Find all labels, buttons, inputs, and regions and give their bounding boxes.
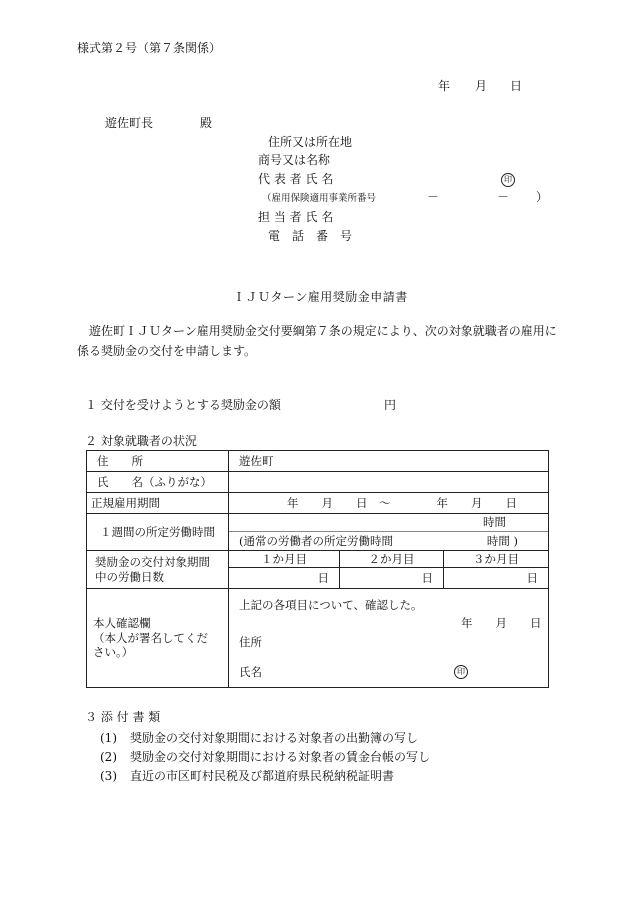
name-value[interactable] xyxy=(229,472,549,493)
work-days-label-line1: 奨励金の交付対象期間 xyxy=(95,555,210,570)
confirmation-label-line3: さい。） xyxy=(93,645,134,660)
table-row-period xyxy=(87,493,549,514)
applicant-person-label: 担 当 者 氏 名 xyxy=(258,210,334,224)
section1-unit: 円 xyxy=(384,398,397,412)
normal-worker-hours-label: (通常の労働者の所定労働時間 xyxy=(239,534,393,548)
attachment-number: (1) xyxy=(100,731,117,745)
section3-label: ３ 添 付 書 類 xyxy=(85,710,161,724)
employee-table xyxy=(86,450,549,688)
date-month: 月 xyxy=(475,79,488,93)
month-3-header: ３か月目 xyxy=(444,551,549,568)
month-2-days[interactable]: 日 xyxy=(340,568,444,589)
confirmation-address-label: 住所 xyxy=(239,635,262,649)
address-value: 遊佐町 xyxy=(229,451,549,472)
section1-label: １ 交付を受けようとする奨励金の額 xyxy=(85,398,281,412)
applicant-address-label: 住所又は所在地 xyxy=(268,135,353,149)
applicant-seal-icon: 印 xyxy=(501,173,515,187)
period-value: 年 月 日 ～ 年 月 日 xyxy=(229,493,549,514)
insurance-close: ） xyxy=(536,190,549,204)
applicant-phone-label: 電 話 番 号 xyxy=(268,229,353,243)
month-1-days[interactable]: 日 xyxy=(229,568,340,589)
confirmation-name-label: 氏名 xyxy=(239,665,262,679)
confirmation-text: 上記の各項目について、確認した。 xyxy=(239,598,423,612)
confirmation-seal-icon: 印 xyxy=(454,665,468,679)
normal-worker-hours xyxy=(229,531,548,550)
name-label: 氏 名（ふりがな） xyxy=(87,472,229,493)
table-row-weekly-hours xyxy=(87,514,549,551)
insurance-dash-2: － xyxy=(497,190,510,204)
insurance-number-label: （雇用保険適用事業所番号 xyxy=(262,193,377,204)
attachment-number: (3) xyxy=(100,769,117,783)
attachment-text: 奨励金の交付対象期間における対象者の賃金台帳の写し xyxy=(130,750,431,764)
intro-line-1: 遊佐町ＩＪＵターン雇用奨励金交付要綱第７条の規定により、次の対象就職者の雇用に xyxy=(89,324,557,338)
table-row-months-header xyxy=(87,551,549,568)
weekly-hours-label: １週間の所定労働時間 xyxy=(87,514,229,551)
addressee-honorific: 殿 xyxy=(200,116,213,130)
applicant-rep-label: 代 表 者 氏 名 xyxy=(258,172,334,186)
confirmation-date: 年 月 日 xyxy=(461,616,542,630)
work-days-label xyxy=(87,551,229,589)
work-days-label-line2: 中の労働日数 xyxy=(95,569,164,584)
confirmation-cell[interactable] xyxy=(229,589,549,688)
attachment-text: 奨励金の交付対象期間における対象者の出勤簿の写し xyxy=(130,731,419,745)
weekly-hours-unit: 時間 xyxy=(483,515,506,529)
month-3-days[interactable]: 日 xyxy=(444,568,549,589)
confirmation-label-line1: 本人確認欄 xyxy=(93,616,151,631)
weekly-hours-cell[interactable] xyxy=(229,514,549,551)
attachment-number: (2) xyxy=(100,750,117,764)
period-label: 正規雇用期間 xyxy=(87,493,229,514)
address-label: 住 所 xyxy=(87,451,229,472)
confirmation-label-line2: （本人が署名してくだ xyxy=(93,630,208,645)
date-day: 日 xyxy=(510,79,523,93)
attachment-item xyxy=(100,767,394,784)
table-row-confirmation xyxy=(87,589,549,688)
date-year: 年 xyxy=(438,79,451,93)
table-row-address xyxy=(87,451,549,472)
intro-line-2: 係る奨励金の交付を申請します。 xyxy=(77,344,257,358)
document-title: ＩＪＵターン雇用奨励金申請書 xyxy=(233,290,408,304)
applicant-company-label: 商号又は名称 xyxy=(258,153,331,167)
section2-label: ２ 対象就職者の状況 xyxy=(85,434,197,448)
attachment-text: 直近の市区町村民税及び都道府県民税納税証明書 xyxy=(130,769,395,783)
month-2-header: ２か月目 xyxy=(340,551,444,568)
addressee-name: 遊佐町長 xyxy=(105,116,154,130)
table-row-name xyxy=(87,472,549,493)
month-1-header: １か月目 xyxy=(229,551,340,568)
attachment-item xyxy=(100,748,430,765)
insurance-dash-1: － xyxy=(427,190,440,204)
normal-worker-hours-unit: 時間 ) xyxy=(486,534,518,548)
form-number: 様式第２号（第７条関係） xyxy=(77,41,222,55)
confirmation-label xyxy=(87,589,229,688)
attachment-item xyxy=(100,729,418,746)
